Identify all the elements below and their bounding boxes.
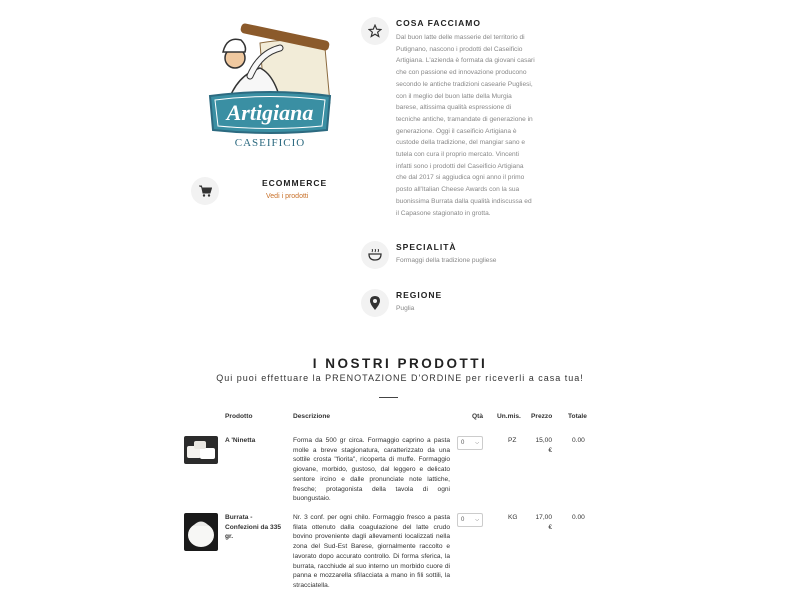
product-total: 0.00 <box>572 437 585 444</box>
cosa-facciamo-line: che dal 2017 si aggiudica ogni anno il primo <box>396 174 525 182</box>
product-name: A 'Ninetta <box>225 437 256 444</box>
cosa-facciamo-line: generazione. Oggi il caseificio Artigiana è <box>396 127 517 135</box>
cheese-pot-icon-circle <box>361 241 389 269</box>
cosa-facciamo-line: tutela con cura il proprio mercato. Vincenti <box>396 151 520 159</box>
cosa-facciamo-text <box>396 32 536 219</box>
product-image-burrata[interactable] <box>184 513 218 551</box>
cosa-facciamo-line: posto all'Italian Cheese Awards con la sua <box>396 186 520 194</box>
artigiana-logo[interactable] <box>205 18 335 153</box>
view-products-link[interactable]: Vedi i prodotti <box>266 193 309 200</box>
cosa-facciamo-line: Artigiana. L'azienda è formata da giovani casari <box>396 57 535 65</box>
cart-icon <box>199 185 212 197</box>
product-description: Forma da 500 gr circa. Formaggio caprino a pasta molle a breve stagionatura, caratterizzato da una sottile crosta "fiorita", ricoperta di muffe. Formaggio giovane, morbido, gustoso, dal leggero e delicato sentore ircino e dalle pronunciate note lattiche, fresche; protagonista della tavola di ogni buongustaio. <box>293 437 450 503</box>
cosa-facciamo-line: secondo le antiche tradizioni casearie Pugliesi, <box>396 80 533 88</box>
star-icon <box>368 24 382 38</box>
chevron-down-icon: ⌵ <box>475 517 479 523</box>
cosa-facciamo-line: barese, altissima qualità espressione di <box>396 104 512 112</box>
logo-brand-text: Artigiana <box>226 100 314 125</box>
logo-image <box>205 18 335 153</box>
product-price: 15,00 € <box>535 437 552 454</box>
product-price: 17,00 € <box>535 514 552 531</box>
col-header-qta: Qtà <box>472 413 483 420</box>
cosa-facciamo-line: il Capasone stagionato in grotta. <box>396 209 491 217</box>
cart-icon-circle <box>191 177 219 205</box>
ecommerce-title: ECOMMERCE <box>262 178 328 188</box>
products-heading: I NOSTRI PRODOTTI <box>312 356 488 371</box>
quantity-select[interactable] <box>457 513 483 527</box>
cosa-facciamo-line: custode della tradizione, del mangiar sano e <box>396 139 526 147</box>
product-unit: KG <box>508 514 518 521</box>
col-header-descrizione: Descrizione <box>293 413 331 420</box>
col-header-unmis: Un.mis. <box>497 413 521 420</box>
product-description: Nr. 3 conf. per ogni chilo. Formaggio fresco a pasta filata ottenuto dalla coagulazione del latte crudo bovino proveniente dagli allevamenti localizzati nella zona del Sud-Est Barese, giornalmente raccolto e lavorato dopo accurato controllo. Di forma sferica, la burrata, racchiude al suo interno un morbido cuore di panna e mozzarella sfilacciata a mano in fili sottili, la stracciatella. <box>293 514 450 589</box>
cosa-facciamo-line: buonissima Burrata dalla qualità indiscussa ed <box>396 197 532 205</box>
star-icon-circle <box>361 17 389 45</box>
regione-title: REGIONE <box>396 290 443 300</box>
cosa-facciamo-line: Dal buon latte delle masserie del territorio di <box>396 34 525 41</box>
cosa-facciamo-line: con il meglio del buon latte della Murgia <box>396 92 512 100</box>
cosa-facciamo-line: tecniche antiche, tramandate di generazione in <box>396 115 533 123</box>
col-header-prezzo: Prezzo <box>531 413 553 420</box>
quantity-value: 0 <box>461 517 465 523</box>
map-pin-icon <box>370 296 380 310</box>
cosa-facciamo-title: COSA FACCIAMO <box>396 18 481 28</box>
products-subheading: Qui puoi effettuare la PRENOTAZIONE D'ORDINE per riceverli a casa tua! <box>216 373 584 383</box>
product-unit: PZ <box>508 437 517 444</box>
specialita-text: Formaggi della tradizione pugliese <box>396 257 497 264</box>
cosa-facciamo-line: infatti sono i prodotti del Caseificio Artigiana <box>396 162 524 170</box>
logo-subtitle-text: CASEIFICIO <box>234 137 306 149</box>
regione-text: Puglia <box>396 305 415 312</box>
col-header-prodotto: Prodotto <box>225 413 253 420</box>
quantity-select[interactable] <box>457 436 483 450</box>
cosa-facciamo-line: Putignano, nascono i prodotti del Caseificio <box>396 45 523 53</box>
col-header-totale: Totale <box>568 413 587 420</box>
product-name: Burrata - Confezioni da 335 gr. <box>225 514 282 541</box>
product-image-ninetta[interactable] <box>184 436 218 464</box>
product-total: 0.00 <box>572 514 585 521</box>
cheese-pot-icon <box>368 249 382 261</box>
heading-divider <box>379 397 398 398</box>
quantity-value: 0 <box>461 440 465 446</box>
map-pin-icon-circle <box>361 289 389 317</box>
specialita-title: SPECIALITÀ <box>396 242 457 252</box>
cosa-facciamo-line: che con passione ed innovazione producono <box>396 69 527 77</box>
chevron-down-icon: ⌵ <box>475 440 479 446</box>
